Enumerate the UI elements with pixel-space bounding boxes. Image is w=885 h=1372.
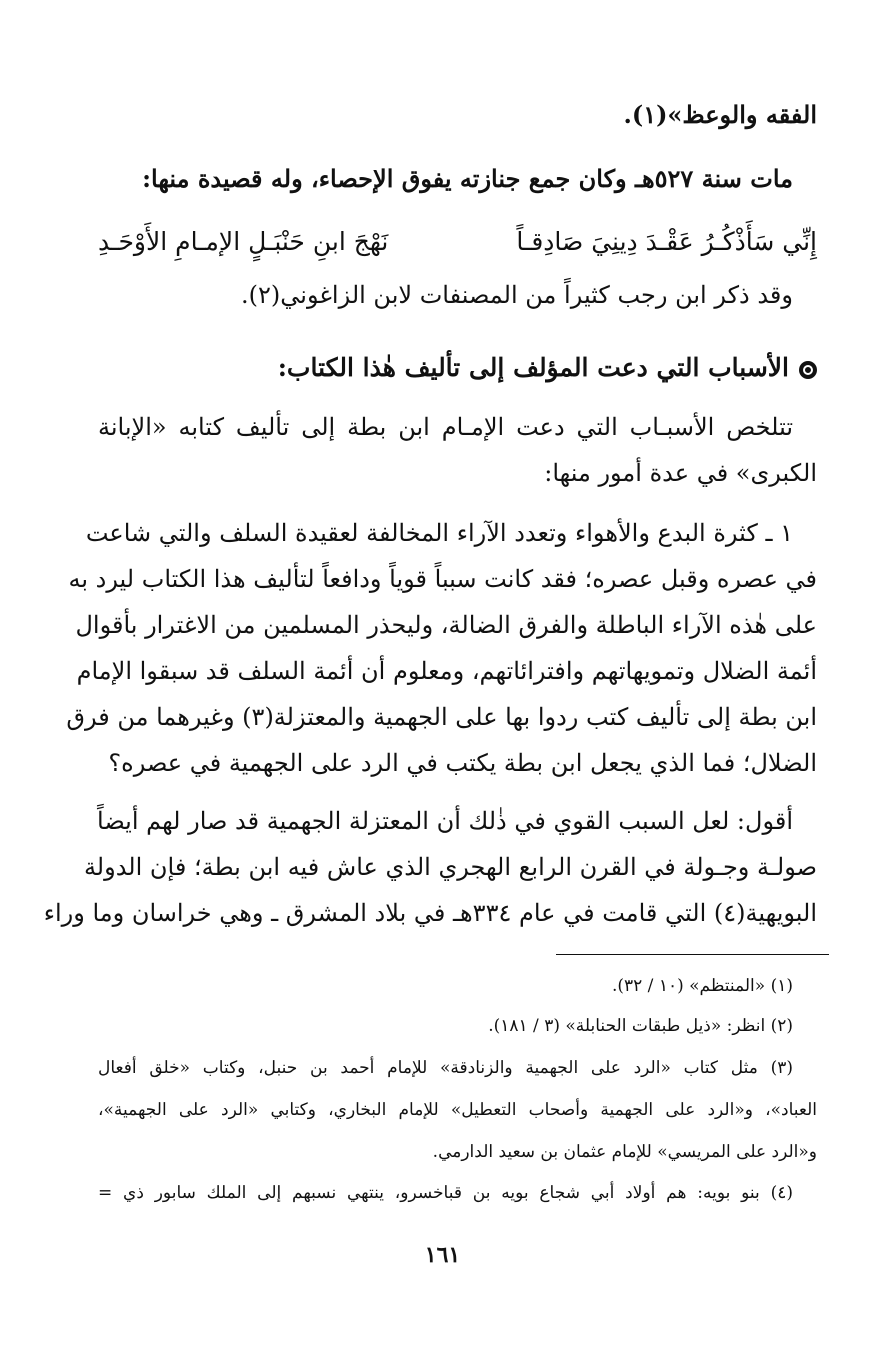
footnote: و«الرد على المريسي» للإمام عثمان بن سعيد الدارمي.: [432, 1142, 817, 1162]
page-number: ١٦١: [424, 1242, 461, 1268]
paragraph-line: أقول: لعل السبب القوي في ذٰلك أن المعتزلة الجهمية قد صار لهم أيضاً: [97, 807, 793, 835]
bullet-icon: [799, 361, 817, 379]
intro-line: الفقه والوعظ»(١).: [623, 100, 817, 129]
paragraph-line: تتلخص الأسبـاب التي دعت الإمـام ابن بطة إلى تأليف كتابه «الإبانة: [98, 413, 793, 441]
death-line: مات سنة ٥٢٧هـ وكان جمع جنازته يفوق الإحصاء، وله قصيدة منها:: [142, 164, 793, 193]
section-heading: [98, 350, 817, 386]
footnote: (٣) مثل كتاب «الرد على الجهمية والزنادقة» للإمام أحمد بن حنبل، وكتاب «خلق أفعال: [98, 1058, 793, 1078]
paragraph-line: صولـة وجـولة في القرن الرابع الهجري الذي عاش فيه ابن بطة؛ فإن الدولة: [83, 853, 817, 881]
footnote: (١) «المنتظم» (١٠ / ٣٢).: [611, 976, 793, 996]
paragraph-line: أئمة الضلال وتمويهاتهم وافترائاتهم، ومعلوم أن أئمة السلف قد سبقوا الإمام: [76, 657, 817, 685]
footnote-divider: [556, 954, 829, 955]
paragraph-line: ١ ـ كثرة البدع والأهواء وتعدد الآراء المخالفة لعقيدة السلف والتي شاعت: [85, 519, 793, 547]
paragraph-line: الضلال؛ فما الذي يجعل ابن بطة يكتب في الرد على الجهمية في عصره؟: [108, 749, 817, 777]
paragraph-line: الكبرى» في عدة أمور منها:: [544, 459, 817, 487]
paragraph-line: على هٰذه الآراء الباطلة والفرق الضالة، وليحذر المسلمين من الاغترار بأقوال: [75, 611, 817, 639]
section-heading-text: الأسباب التي دعت المؤلف إلى تأليف هٰذا الكتاب:: [277, 353, 789, 382]
paragraph-line: في عصره وقبل عصره؛ فقد كانت سبباً قوياً ودافعاً لتأليف هذا الكتاب ليرد به: [68, 565, 817, 593]
poem-verse: [98, 222, 817, 262]
verse-first-hemistich: إِنِّي سَأَذْكُـرُ عَقْـدَ دِينِيَ صَادِقـاً: [516, 227, 817, 256]
verse-second-hemistich: نَهْجَ ابنِ حَنْبَـلٍ الإمـامِ الأَوْحَـدِ: [98, 227, 389, 256]
after-verse-line: وقد ذكر ابن رجب كثيراً من المصنفات لابن الزاغوني(٢).: [241, 281, 793, 309]
footnote: (٤) بنو بويه: هم أولاد أبي شجاع بويه بن قباخسرو، ينتهي نسبهم إلى الملك سابور ذي =: [98, 1183, 793, 1203]
paragraph-line: البويهية(٤) التي قامت في عام ٣٣٤هـ في بلاد المشرق ـ وهي خراسان وما وراء: [43, 899, 817, 927]
footnote: العباد»، و«الرد على الجهمية وأصحاب التعطيل» للإمام البخاري، وكتابي «الرد على الجهمية»،: [98, 1100, 817, 1120]
paragraph-line: ابن بطة إلى تأليف كتب ردوا بها على الجهمية والمعتزلة(٣) وغيرهما من فرق: [66, 703, 817, 731]
footnote: (٢) انظر: «ذيل طبقات الحنابلة» (٣ / ١٨١).: [488, 1016, 793, 1036]
